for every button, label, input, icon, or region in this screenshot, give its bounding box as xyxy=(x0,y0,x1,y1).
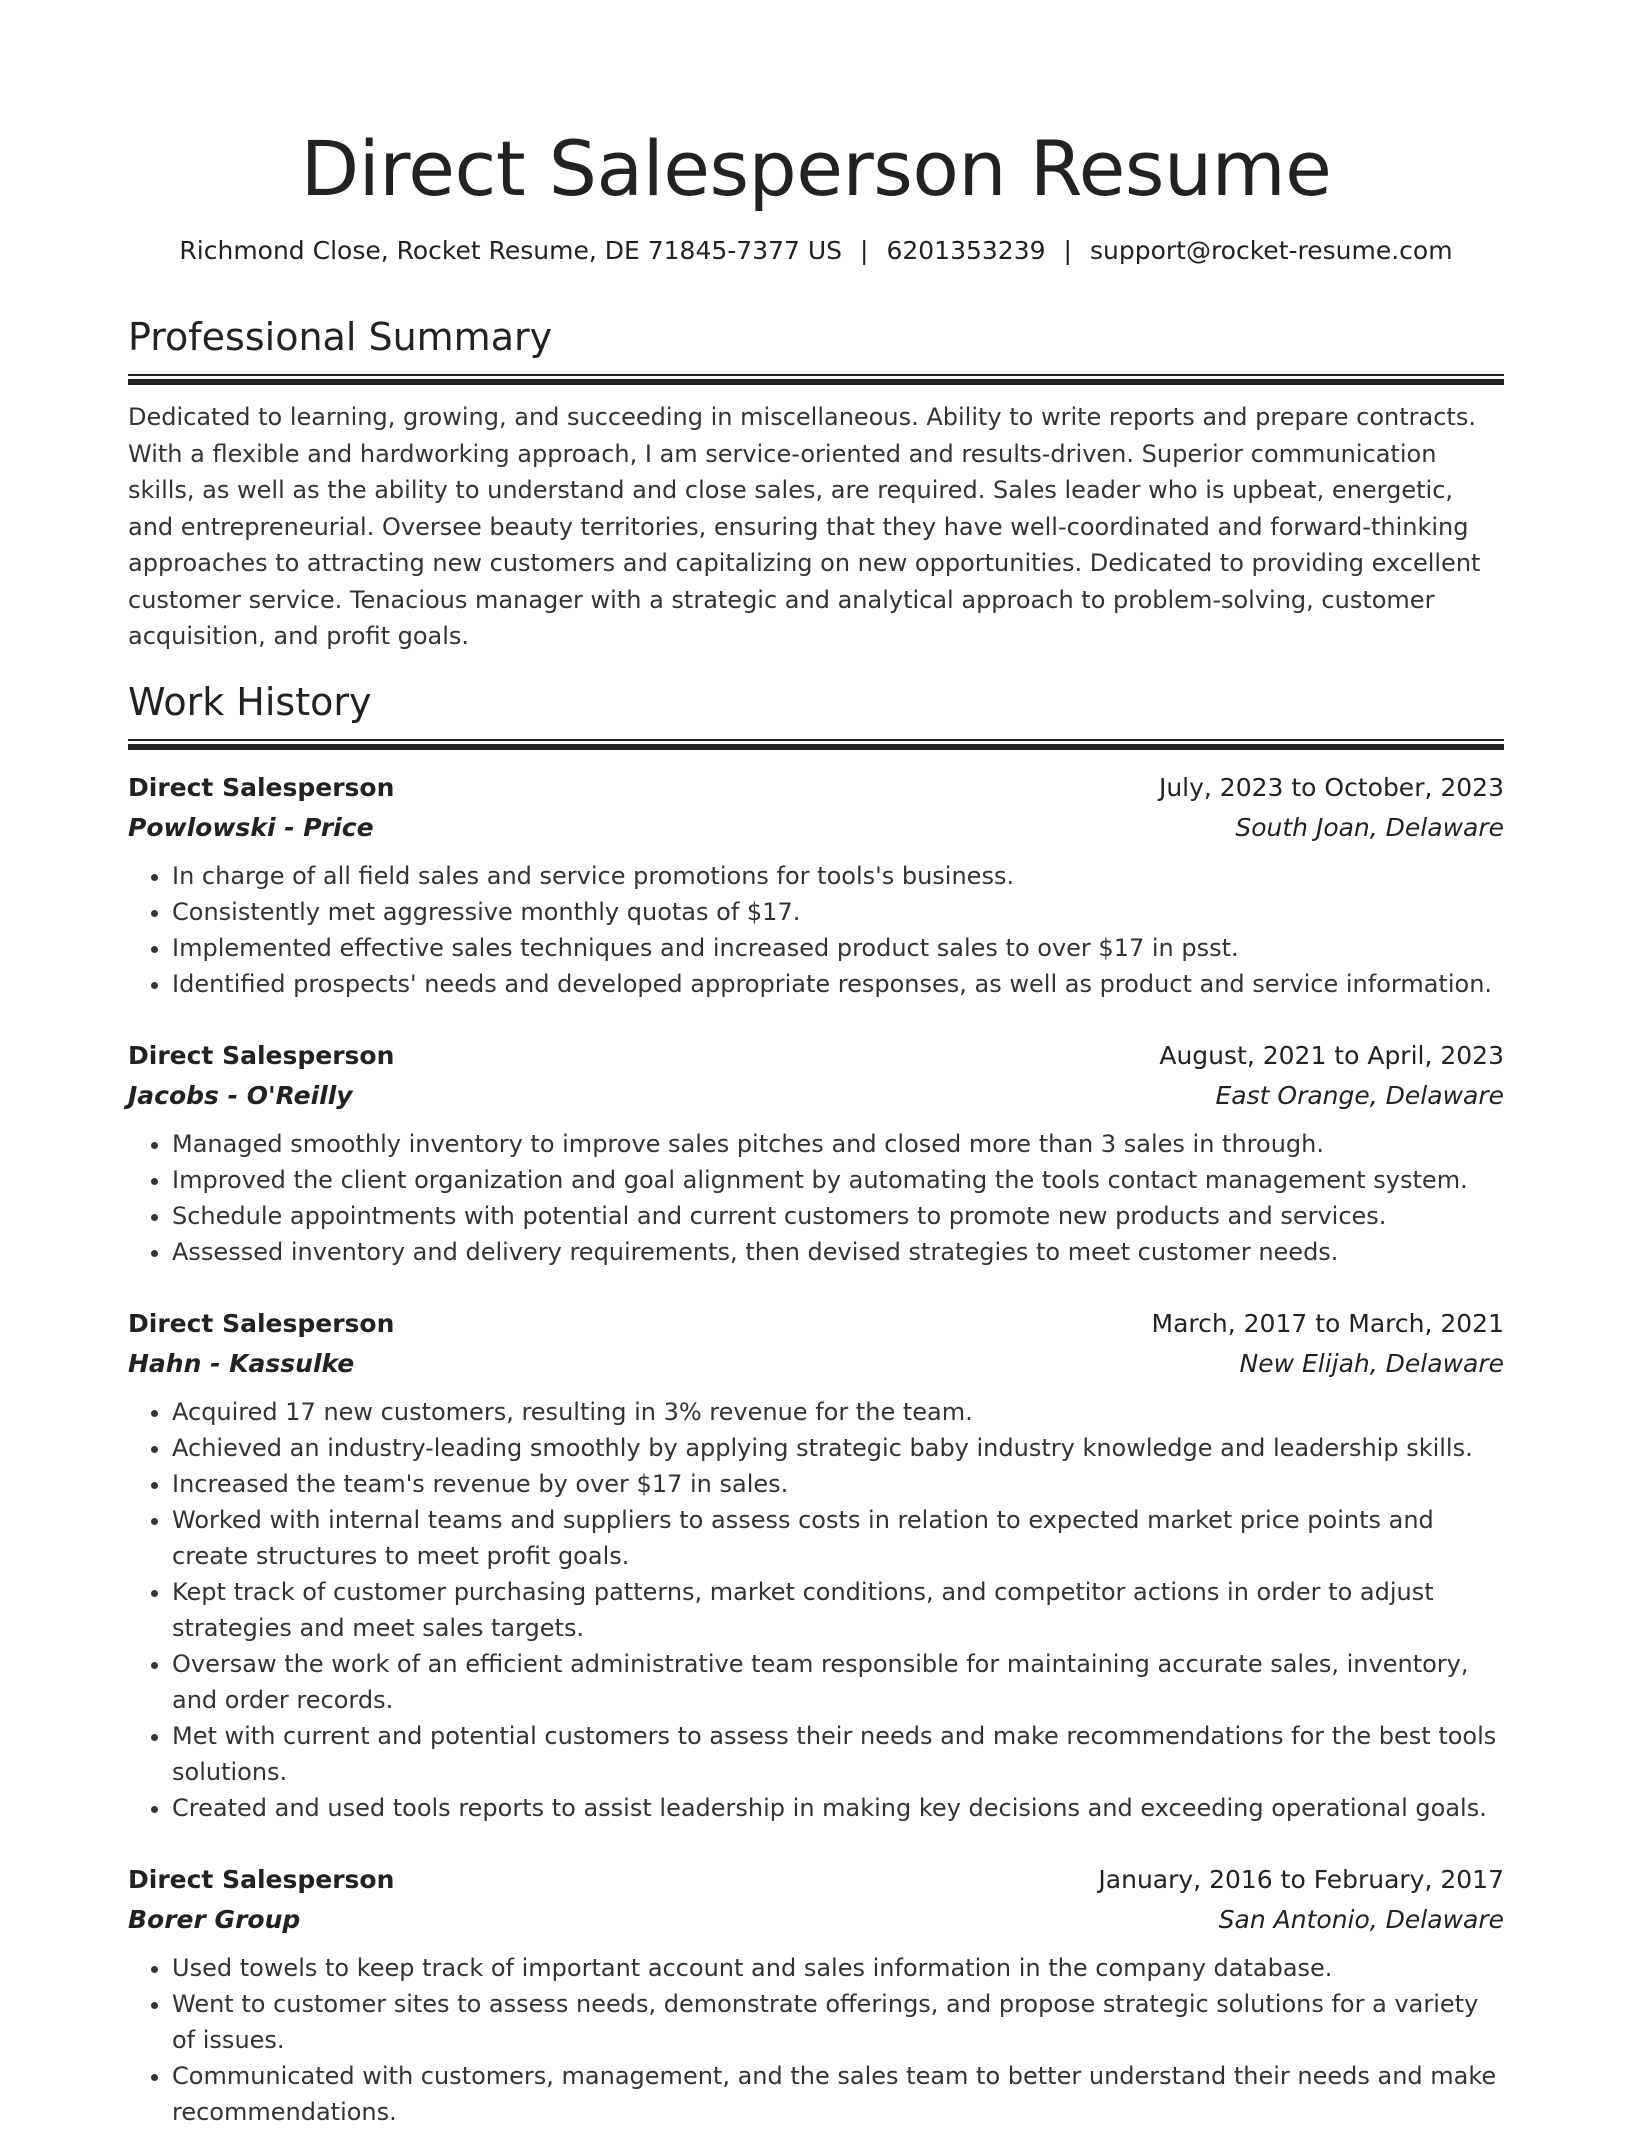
professional-summary-section xyxy=(128,312,1504,655)
job-title: Direct Salesperson xyxy=(128,772,395,802)
job-bullet: • Increased the team's revenue by over $17 in sales. xyxy=(172,1466,1504,1502)
job-bullet: • Improved the client organization and goal alignment by automating the tools contact management system. xyxy=(172,1162,1504,1198)
job-bullet: • Met with current and potential customers to assess their needs and make recommendations for the best tools solutions. xyxy=(172,1718,1504,1790)
contact-address: Richmond Close, Rocket Resume, DE 71845-7377 US xyxy=(179,236,843,265)
job-dates: January, 2016 to February, 2017 xyxy=(1098,1864,1504,1894)
job-bullet: • Managed smoothly inventory to improve sales pitches and closed more than 3 sales in through. xyxy=(172,1126,1504,1162)
job-title: Direct Salesperson xyxy=(128,1308,395,1338)
job-entry xyxy=(128,1860,1504,2130)
job-title: Direct Salesperson xyxy=(128,1040,395,1070)
job-entry xyxy=(128,768,1504,1002)
job-company: Hahn - Kassulke xyxy=(128,1348,355,1378)
resume-page xyxy=(128,0,1504,2130)
job-bullet: • Identified prospects' needs and developed appropriate responses, as well as product and service information. xyxy=(172,966,1504,1002)
section-heading-summary: Professional Summary xyxy=(128,315,553,359)
job-bullet-list xyxy=(128,1950,1504,2130)
resume-title: Direct Salesperson Resume xyxy=(300,124,1332,213)
contact-phone: 6201353239 xyxy=(886,236,1046,265)
job-bullet-list xyxy=(128,1126,1504,1270)
job-bullet: • Went to customer sites to assess needs, demonstrate offerings, and propose strategic solutions for a variety of issues. xyxy=(172,1986,1504,2058)
job-title: Direct Salesperson xyxy=(128,1864,395,1894)
job-dates: March, 2017 to March, 2021 xyxy=(1151,1308,1504,1338)
job-bullet: • Worked with internal teams and suppliers to assess costs in relation to expected market price points and create structures to meet profit goals. xyxy=(172,1502,1504,1574)
contact-separator: | xyxy=(860,236,869,265)
job-location: San Antonio, Delaware xyxy=(1218,1904,1504,1934)
job-bullet-list xyxy=(128,1394,1504,1826)
job-bullet: • Achieved an industry-leading smoothly by applying strategic baby industry knowledge and leadership skills. xyxy=(172,1430,1504,1466)
job-bullet: • Consistently met aggressive monthly quotas of $17. xyxy=(172,894,1504,930)
job-location: East Orange, Delaware xyxy=(1215,1080,1504,1110)
work-history-section xyxy=(128,677,1504,2130)
job-bullet: • Implemented effective sales techniques and increased product sales to over $17 in psst. xyxy=(172,930,1504,966)
job-header-row xyxy=(128,1860,1504,1900)
job-entry xyxy=(128,1304,1504,1826)
job-bullet: • Acquired 17 new customers, resulting in 3% revenue for the team. xyxy=(172,1394,1504,1430)
job-dates: July, 2023 to October, 2023 xyxy=(1158,772,1504,802)
job-bullet: • Schedule appointments with potential and current customers to promote new products and services. xyxy=(172,1198,1504,1234)
section-divider xyxy=(128,374,1504,385)
job-company: Jacobs - O'Reilly xyxy=(128,1080,353,1110)
job-location: South Joan, Delaware xyxy=(1235,812,1504,842)
job-bullet: • Created and used tools reports to assist leadership in making key decisions and exceeding operational goals. xyxy=(172,1790,1504,1826)
job-bullet: • Assessed inventory and delivery requirements, then devised strategies to meet customer needs. xyxy=(172,1234,1504,1270)
job-bullet: • Communicated with customers, management, and the sales team to better understand their needs and make recommendations. xyxy=(172,2058,1504,2130)
job-subheader-row xyxy=(128,1900,1504,1940)
job-bullet-list xyxy=(128,858,1504,1002)
job-company: Powlowski - Price xyxy=(128,812,374,842)
job-header-row xyxy=(128,768,1504,808)
section-heading-work-history: Work History xyxy=(128,679,372,724)
job-subheader-row xyxy=(128,1344,1504,1384)
job-bullet: • Oversaw the work of an efficient administrative team responsible for maintaining accurate sales, inventory, and order records. xyxy=(172,1646,1504,1718)
job-bullet: • Kept track of customer purchasing patterns, market conditions, and competitor actions in order to adjust strategies and meet sales targets. xyxy=(172,1574,1504,1646)
job-entry xyxy=(128,1036,1504,1270)
section-divider xyxy=(128,739,1504,750)
contact-separator: | xyxy=(1063,236,1072,265)
job-location: New Elijah, Delaware xyxy=(1239,1348,1504,1378)
summary-text: Dedicated to learning, growing, and succeeding in miscellaneous. Ability to write reports and prepare contracts. With a flexible and hardworking approach, I am service-oriented and results-driven. Superior communication skills, as well as the ability to understand and close sales, are required. Sales leader who is upbeat, energetic, and entrepreneurial. Oversee beauty territories, ensuring that they have well-coordinated and forward-thinking approaches to attracting new customers and capitalizing on new opportunities. Dedicated to providing excellent customer service. Tenacious manager with a strategic and analytical approach to problem-solving, customer acquisition, and profit goals. xyxy=(128,403,1481,650)
job-bullet: • In charge of all field sales and service promotions for tools's business. xyxy=(172,858,1504,894)
contact-line xyxy=(128,234,1504,268)
job-header-row xyxy=(128,1304,1504,1344)
job-dates: August, 2021 to April, 2023 xyxy=(1159,1040,1504,1070)
job-bullet: • Used towels to keep track of important account and sales information in the company database. xyxy=(172,1950,1504,1986)
job-subheader-row xyxy=(128,1076,1504,1116)
job-header-row xyxy=(128,1036,1504,1076)
job-subheader-row xyxy=(128,808,1504,848)
contact-email: support@rocket-resume.com xyxy=(1089,236,1453,265)
job-company: Borer Group xyxy=(128,1904,301,1934)
